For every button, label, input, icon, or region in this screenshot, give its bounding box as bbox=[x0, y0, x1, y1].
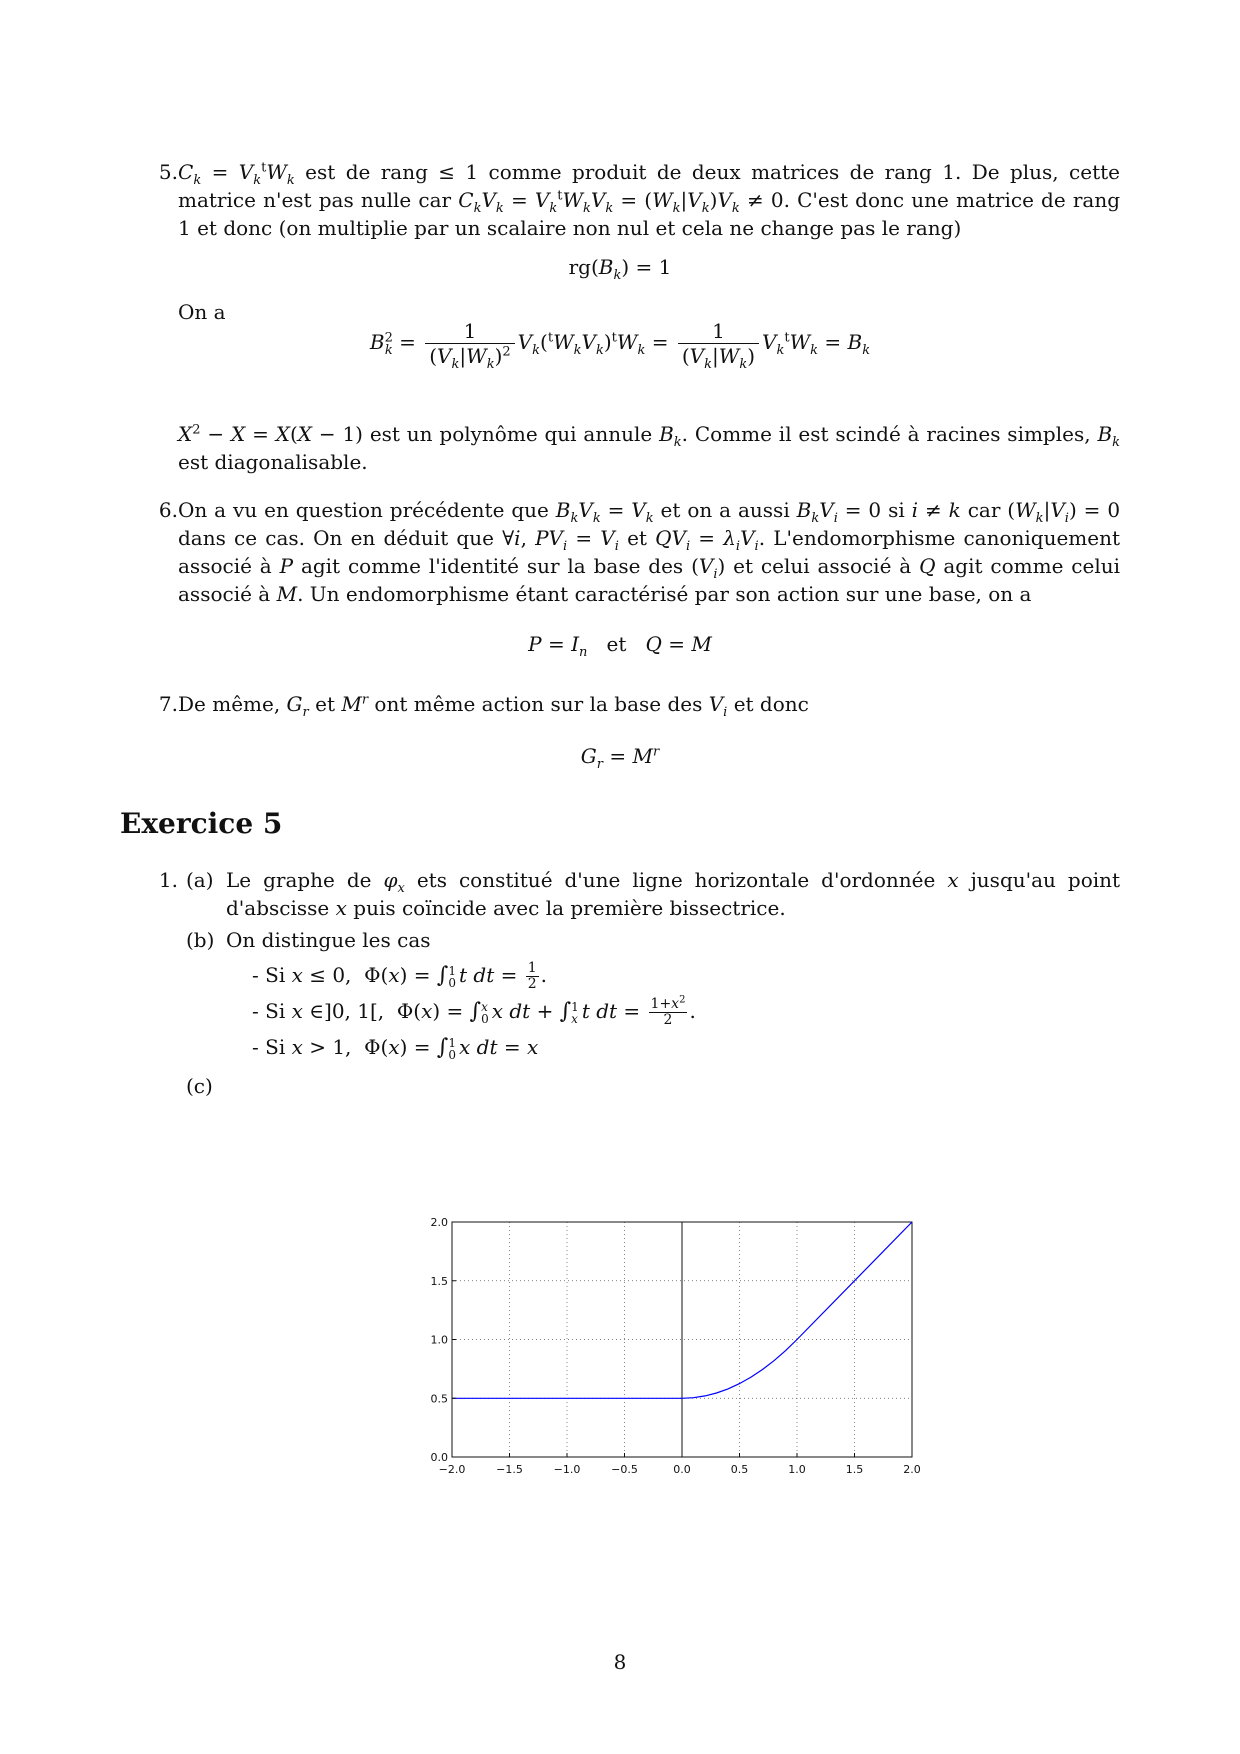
x-tick-label: 0.0 bbox=[673, 1463, 691, 1476]
y-tick-label: 0.0 bbox=[430, 1451, 448, 1464]
case-1: - Si x ≤ 0, Φ(x) = ∫ 1 0 t dt = $\frac{1}{2}$ . bbox=[252, 960, 547, 992]
x-tick-label: −1.0 bbox=[553, 1463, 581, 1476]
equation-p-q: $P = I_n$ et Q = M bbox=[528, 632, 712, 660]
x-tick-label: 1.0 bbox=[788, 1463, 806, 1476]
x-tick-label: 2.0 bbox=[903, 1463, 921, 1476]
x-tick-label: 0.5 bbox=[730, 1463, 749, 1476]
item-number-7: 7. bbox=[158, 692, 178, 716]
x-tick-label: −2.0 bbox=[438, 1463, 466, 1476]
page-number: 8 bbox=[613, 1650, 627, 1674]
equation-bk-squared: $B^2_k$ = $\frac{1}{(V_k|W_k)^2}$ $V_k(^tW_kV_k)^tW_k$ = $\frac{1}{(V_k|W_k)}$ $V_k^tW_k = B_k$ bbox=[369, 319, 871, 372]
subitem-b-label: (b) bbox=[186, 928, 215, 952]
y-tick-label: 0.5 bbox=[430, 1392, 448, 1406]
subitem-a-label: (a) bbox=[186, 868, 214, 892]
y-tick-label: 2.0 bbox=[430, 1216, 448, 1229]
item-5-poly-text: $X^2 - X = X(X - 1)$ est un polynôme qui annule $B_k$. Comme il est scindé à racines simples, $B_k$ est diagonalisable. bbox=[178, 422, 1121, 474]
item-6-text: On a vu en question précédente que $B_kV_k = V_k$ et on a aussi $B_kV_i = 0$ si i ≠ k car $(W_k|V_i) = 0$ dans ce cas. On en déduit que ∀i, $PV_i = V_i$ et $QV_i = \lambda_iV_i$. L'endomorphisme canoniquement associé à P agit comme l'identité sur la base des $(V_i)$ et celui associé à Q agit comme celui associé à M. Un endomorphisme étant caractérisé par son action sur une base, on a bbox=[178, 498, 1121, 606]
case-3: - Si x > 1, Φ(x) = ∫ 1 0 x dt = x bbox=[252, 1035, 539, 1062]
item-7-text: De même, $G_r$ et $M^r$ ont même action sur la base des $V_i$ et donc bbox=[178, 692, 809, 720]
case-2: - Si x ∈]0, 1[, Φ(x) = ∫ x 0 x dt + ∫ 1 x t dt = $\frac{1+x^2}{2}$ . bbox=[252, 994, 696, 1028]
subitem-b-text: On distingue les cas bbox=[226, 928, 431, 952]
y-tick-label: 1.0 bbox=[430, 1333, 448, 1347]
section-title: Exercice 5 bbox=[120, 807, 283, 840]
subitem-c-label: (c) bbox=[186, 1074, 213, 1098]
on-a-label: On a bbox=[178, 300, 226, 324]
y-tick-label: 1.5 bbox=[430, 1274, 448, 1288]
item-number-5: 5. bbox=[158, 160, 178, 184]
x-tick-label: 1.5 bbox=[845, 1463, 864, 1476]
equation-rank: $rg(B_k) = 1$ bbox=[568, 255, 672, 283]
item-5-text: $C_k = V_k^tW_k$ est de rang ≤ 1 comme produit de deux matrices de rang 1. De plus, cette matrice n'est pas nulle car $C_kV_k = V_k^tW_kV_k = (W_k|V_k)V_k \ne 0$. C'est donc une matrice de rang 1 et donc (on multiplie par un scalaire non nul et cela ne change pas le rang) bbox=[178, 160, 1120, 240]
phi-graph bbox=[410, 1212, 930, 1492]
x-tick-label: −0.5 bbox=[611, 1463, 638, 1476]
item-number-6: 6. bbox=[158, 498, 178, 522]
subitem-a-text: Le graphe de $\varphi_x$ ets constitué d'une ligne horizontale d'ordonnée x jusqu'au point d'abscisse x puis coïncide avec la première bissectrice. bbox=[226, 868, 1121, 920]
equation-gr: $G_r = M^r$ bbox=[580, 744, 660, 772]
exercise-item-number-1: 1. bbox=[158, 868, 178, 892]
x-tick-label: −1.5 bbox=[496, 1463, 523, 1476]
